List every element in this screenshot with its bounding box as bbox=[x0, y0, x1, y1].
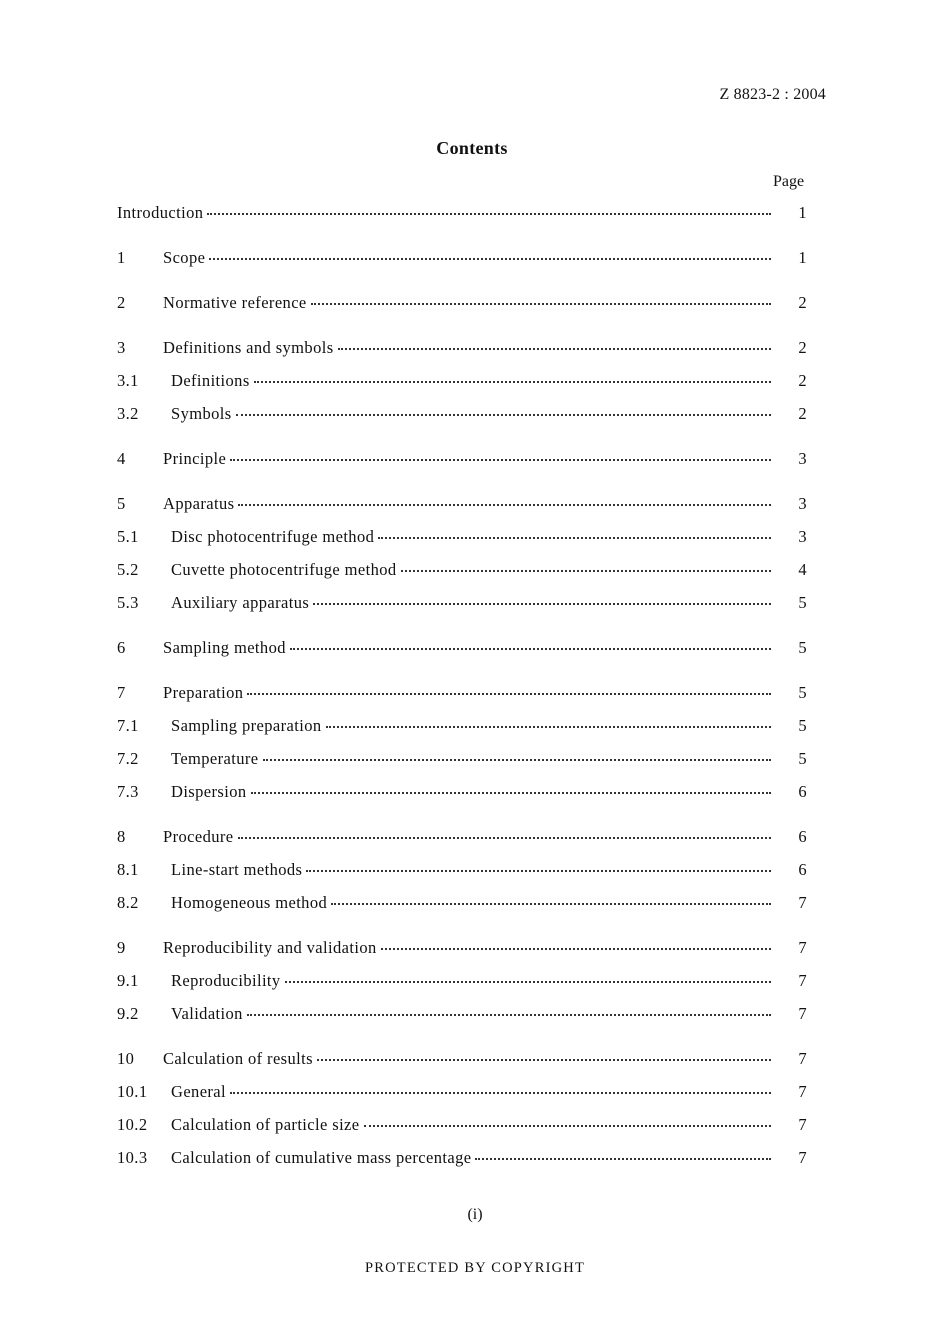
toc-page: 7 bbox=[798, 938, 807, 957]
toc-page: 6 bbox=[798, 860, 807, 879]
document-id: Z 8823-2 : 2004 bbox=[719, 86, 826, 103]
dot-leader bbox=[238, 836, 772, 839]
toc-label: Disc photocentrifuge method bbox=[171, 527, 375, 546]
toc-page: 7 bbox=[798, 971, 807, 990]
toc-number: 5 bbox=[117, 494, 126, 513]
toc-page: 7 bbox=[798, 1148, 807, 1167]
toc-entry-5[interactable] bbox=[117, 494, 807, 518]
toc-page: 1 bbox=[798, 203, 807, 222]
toc-page: 7 bbox=[798, 1049, 807, 1068]
toc-label: Cuvette photocentrifuge method bbox=[171, 560, 397, 579]
toc-label: Symbols bbox=[171, 404, 232, 423]
toc-number: 5.2 bbox=[117, 560, 139, 579]
toc-number: 8 bbox=[117, 827, 126, 846]
toc-label: Temperature bbox=[171, 749, 259, 768]
dot-leader bbox=[254, 380, 771, 383]
toc-entry-3-1[interactable] bbox=[117, 371, 807, 395]
toc-number: 9.1 bbox=[117, 971, 139, 990]
toc-page: 1 bbox=[798, 248, 807, 267]
toc-entry-2[interactable] bbox=[117, 293, 807, 317]
toc-number: 10 bbox=[117, 1049, 135, 1068]
toc-page: 7 bbox=[798, 1115, 807, 1134]
dot-leader bbox=[306, 869, 771, 872]
toc-label: Reproducibility and validation bbox=[163, 938, 377, 957]
toc-entry-10[interactable] bbox=[117, 1049, 807, 1073]
dot-leader bbox=[238, 503, 771, 506]
toc-label: Sampling method bbox=[163, 638, 286, 657]
toc-label: Reproducibility bbox=[171, 971, 281, 990]
toc-entry-7[interactable] bbox=[117, 683, 807, 707]
toc-number: 5.3 bbox=[117, 593, 139, 612]
dot-leader bbox=[311, 302, 771, 305]
toc-label: Auxiliary apparatus bbox=[171, 593, 310, 612]
dot-leader bbox=[230, 1091, 771, 1094]
toc-page: 5 bbox=[798, 716, 807, 735]
dot-leader bbox=[378, 536, 771, 539]
dot-leader bbox=[364, 1124, 771, 1127]
toc-page: 2 bbox=[798, 404, 807, 423]
toc-number: 6 bbox=[117, 638, 126, 657]
toc-page: 2 bbox=[798, 293, 807, 312]
dot-leader bbox=[401, 569, 771, 572]
toc-label: Normative reference bbox=[163, 293, 307, 312]
dot-leader bbox=[381, 947, 771, 950]
toc-number: 7.3 bbox=[117, 782, 139, 801]
dot-leader bbox=[251, 791, 772, 794]
toc-label: Sampling preparation bbox=[171, 716, 322, 735]
toc-entry-9-2[interactable] bbox=[117, 1004, 807, 1028]
toc-page: 3 bbox=[798, 494, 807, 513]
toc-entry-5-1[interactable] bbox=[117, 527, 807, 551]
toc-number: 7.1 bbox=[117, 716, 139, 735]
toc-entry-10-1[interactable] bbox=[117, 1082, 807, 1106]
toc-entry-5-3[interactable] bbox=[117, 593, 807, 617]
page-column-header: Page bbox=[773, 173, 805, 190]
toc-label: Procedure bbox=[163, 827, 234, 846]
toc-page: 5 bbox=[798, 638, 807, 657]
toc-entry-8[interactable] bbox=[117, 827, 807, 851]
dot-leader bbox=[207, 212, 771, 215]
toc-label: Preparation bbox=[163, 683, 244, 702]
toc-page: 6 bbox=[798, 782, 807, 801]
toc-label: Calculation of cumulative mass percentage bbox=[171, 1148, 472, 1167]
toc-number: 10.3 bbox=[117, 1148, 148, 1167]
toc-number: 9 bbox=[117, 938, 126, 957]
dot-leader bbox=[475, 1157, 771, 1160]
toc-page: 3 bbox=[798, 527, 807, 546]
toc-label: Scope bbox=[163, 248, 206, 267]
toc-entry-9-1[interactable] bbox=[117, 971, 807, 995]
toc-number: 9.2 bbox=[117, 1004, 139, 1023]
toc-number: 10.2 bbox=[117, 1115, 148, 1134]
toc-label: Definitions and symbols bbox=[163, 338, 334, 357]
toc-page: 5 bbox=[798, 749, 807, 768]
toc-entry-7-2[interactable] bbox=[117, 749, 807, 773]
toc-number: 3.2 bbox=[117, 404, 139, 423]
toc-entry-3[interactable] bbox=[117, 338, 807, 362]
toc-label: Dispersion bbox=[171, 782, 247, 801]
toc-number: 2 bbox=[117, 293, 126, 312]
toc-label: Apparatus bbox=[163, 494, 235, 513]
toc-number: 3 bbox=[117, 338, 126, 357]
toc-entry-10-3[interactable] bbox=[117, 1148, 807, 1172]
toc-label: General bbox=[171, 1082, 227, 1101]
dot-leader bbox=[338, 347, 771, 350]
toc-label: Principle bbox=[163, 449, 227, 468]
toc-label: Calculation of particle size bbox=[171, 1115, 360, 1134]
dot-leader bbox=[290, 647, 771, 650]
dot-leader bbox=[326, 725, 771, 728]
toc-number: 7.2 bbox=[117, 749, 139, 768]
toc-page: 2 bbox=[798, 338, 807, 357]
toc-page: 5 bbox=[798, 683, 807, 702]
toc-label: Homogeneous method bbox=[171, 893, 328, 912]
toc-entry-7-3[interactable] bbox=[117, 782, 807, 806]
toc-entry-7-1[interactable] bbox=[117, 716, 807, 740]
toc-entry-6[interactable] bbox=[117, 638, 807, 662]
toc-page: 7 bbox=[798, 1004, 807, 1023]
dot-leader bbox=[230, 458, 771, 461]
toc-page: 5 bbox=[798, 593, 807, 612]
toc-page: 6 bbox=[798, 827, 807, 846]
dot-leader bbox=[313, 602, 771, 605]
toc-number: 5.1 bbox=[117, 527, 139, 546]
dot-leader bbox=[317, 1058, 771, 1061]
dot-leader bbox=[263, 758, 771, 761]
toc-entry-introduction[interactable] bbox=[117, 203, 807, 227]
toc-entry-1[interactable] bbox=[117, 248, 807, 272]
toc-label: Calculation of results bbox=[163, 1049, 313, 1068]
toc-page: 4 bbox=[798, 560, 807, 579]
copyright-notice: PROTECTED BY COPYRIGHT bbox=[364, 1260, 585, 1276]
toc-number: 1 bbox=[117, 248, 126, 267]
toc-page: 7 bbox=[798, 1082, 807, 1101]
dot-leader bbox=[209, 257, 771, 260]
dot-leader bbox=[247, 1013, 771, 1016]
toc-entry-4[interactable] bbox=[117, 449, 807, 473]
dot-leader bbox=[236, 413, 771, 416]
toc-number: 3.1 bbox=[117, 371, 139, 390]
toc-label: Definitions bbox=[171, 371, 250, 390]
toc-number: 7 bbox=[117, 683, 126, 702]
toc-number: 8.2 bbox=[117, 893, 139, 912]
toc-number: 8.1 bbox=[117, 860, 139, 879]
toc-label: Introduction bbox=[117, 203, 204, 222]
dot-leader bbox=[247, 692, 771, 695]
toc-page: 7 bbox=[798, 893, 807, 912]
dot-leader bbox=[331, 902, 771, 905]
toc-label: Line-start methods bbox=[171, 860, 303, 879]
toc-entry-3-2[interactable] bbox=[117, 404, 807, 428]
toc-number: 4 bbox=[117, 449, 126, 468]
dot-leader bbox=[285, 980, 771, 983]
toc-page: 3 bbox=[798, 449, 807, 468]
toc-entry-5-2[interactable] bbox=[117, 560, 807, 584]
toc-entry-8-2[interactable] bbox=[117, 893, 807, 917]
toc-number: 10.1 bbox=[117, 1082, 148, 1101]
toc-entry-9[interactable] bbox=[117, 938, 807, 962]
toc-label: Validation bbox=[171, 1004, 243, 1023]
toc-entry-10-2[interactable] bbox=[117, 1115, 807, 1139]
page-folio: (i) bbox=[467, 1206, 483, 1223]
toc-entry-8-1[interactable] bbox=[117, 860, 807, 884]
toc-page: 2 bbox=[798, 371, 807, 390]
page-title: Contents bbox=[436, 138, 508, 158]
